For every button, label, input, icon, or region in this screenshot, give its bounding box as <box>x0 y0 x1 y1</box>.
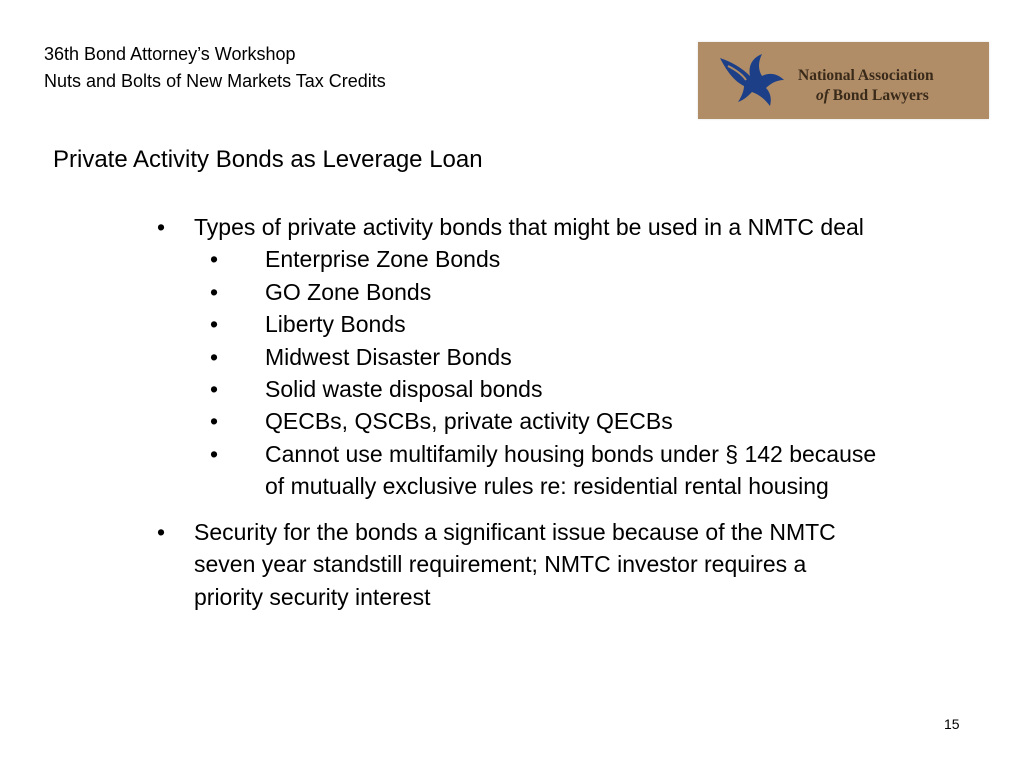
sub-bullet-glyph: • <box>210 441 219 467</box>
sub-bullet-glyph: • <box>210 279 219 305</box>
bullet-glyph: • <box>157 519 166 545</box>
sub-bullet-item: GO Zone Bonds <box>265 279 432 305</box>
bullet-glyph: • <box>157 214 166 240</box>
sub-bullet-item: Liberty Bonds <box>265 311 406 337</box>
sub-bullet-item: QECBs, QSCBs, private activity QECBs <box>265 408 673 434</box>
workshop-header <box>44 41 386 95</box>
page-number: 15 <box>944 716 960 732</box>
bullet-item: Types of private activity bonds that might be used in a NMTC deal <box>194 214 864 240</box>
sub-bullet-item: Midwest Disaster Bonds <box>265 344 512 370</box>
logo-line-1: National Association <box>798 67 934 84</box>
sub-bullet-glyph: • <box>210 344 219 370</box>
sub-bullet-item: Solid waste disposal bonds <box>265 376 543 402</box>
eagle-icon <box>718 52 788 110</box>
sub-bullet-glyph: • <box>210 246 219 272</box>
bullet-item-line: priority security interest <box>194 584 431 610</box>
sub-bullet-continuation: of mutually exclusive rules re: residential rental housing <box>265 473 829 499</box>
slide-title: Private Activity Bonds as Leverage Loan <box>53 146 483 173</box>
nabl-logo <box>698 42 989 119</box>
logo-line-2: of Bond Lawyers <box>816 87 929 104</box>
sub-bullet-item: Enterprise Zone Bonds <box>265 246 501 272</box>
sub-bullet-glyph: • <box>210 408 219 434</box>
sub-bullet-item: Cannot use multifamily housing bonds under § 142 because <box>265 441 877 467</box>
sub-bullet-glyph: • <box>210 376 219 402</box>
bullet-item-line: seven year standstill requirement; NMTC investor requires a <box>194 551 807 577</box>
logo-text <box>798 66 978 106</box>
workshop-title: 36th Bond Attorney’s Workshop <box>44 44 296 64</box>
workshop-subtitle: Nuts and Bolts of New Markets Tax Credits <box>44 71 386 91</box>
bullet-item-line: Security for the bonds a significant issue because of the NMTC <box>194 519 836 545</box>
sub-bullet-glyph: • <box>210 311 219 337</box>
